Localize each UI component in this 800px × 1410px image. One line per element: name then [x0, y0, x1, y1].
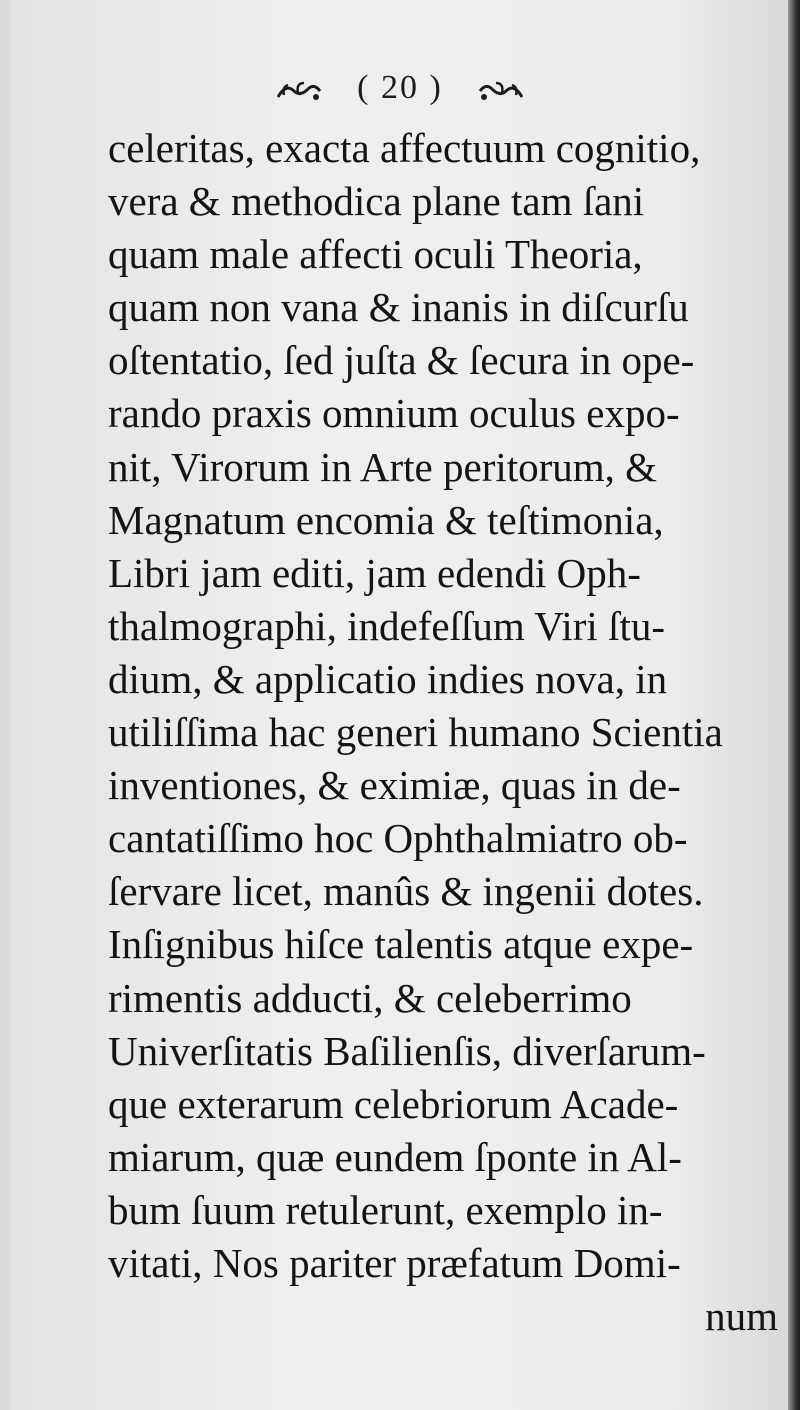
catchword: num — [705, 1293, 778, 1340]
text-line: Inſignibus hiſce talentis atque expe- — [108, 921, 694, 968]
text-line: rimentis adducti, & celeberrimo — [108, 974, 632, 1021]
text-line: vera & methodica plane tam ſani — [108, 178, 645, 225]
text-line: utiliſſima hac generi humano Scientia — [108, 709, 723, 756]
text-line: vitati, Nos pariter præfatum Domi- — [108, 1239, 681, 1286]
page-edge-shadow — [788, 0, 800, 1410]
page-header — [0, 66, 800, 116]
text-line: inventiones, & eximiæ, quas in de- — [108, 762, 681, 809]
text-line: Magnatum encomia & teſtimonia, — [108, 496, 664, 543]
text-line: miarum, quæ eundem ſponte in Al- — [108, 1133, 682, 1180]
text-line: Libri jam editi, jam edendi Oph- — [108, 549, 641, 596]
page-number: ( 20 ) — [357, 69, 443, 106]
text-line: que exterarum celebriorum Acade- — [108, 1080, 679, 1127]
text-line: Univerſitatis Baſilienſis, diverſarum- — [108, 1027, 706, 1074]
text-line: nit, Virorum in Arte peritorum, & — [108, 443, 658, 490]
text-line: thalmographi, indefeſſum Viri ſtu- — [108, 602, 666, 649]
text-line: oſtentatio, ſed juſta & ſecura in ope- — [108, 337, 695, 384]
text-line: dium, & applicatio indies nova, in — [108, 655, 668, 702]
text-line: quam non vana & inanis in diſcurſu — [108, 284, 689, 331]
floral-ornament-right-icon — [476, 74, 526, 102]
text-line: quam male affecti oculi Theoria, — [108, 231, 643, 278]
text-line: bum ſuum retulerunt, exemplo in- — [108, 1186, 663, 1233]
text-line: ſervare licet, manûs & ingenii dotes. — [108, 868, 704, 915]
floral-ornament-left-icon — [274, 74, 324, 102]
text-line: cantatiſſimo hoc Ophthalmiatro ob- — [108, 815, 688, 862]
text-line: rando praxis omnium oculus expo- — [108, 390, 680, 437]
body-text — [108, 122, 778, 1343]
text-line: celeritas, exacta affectuum cognitio, — [108, 125, 701, 171]
